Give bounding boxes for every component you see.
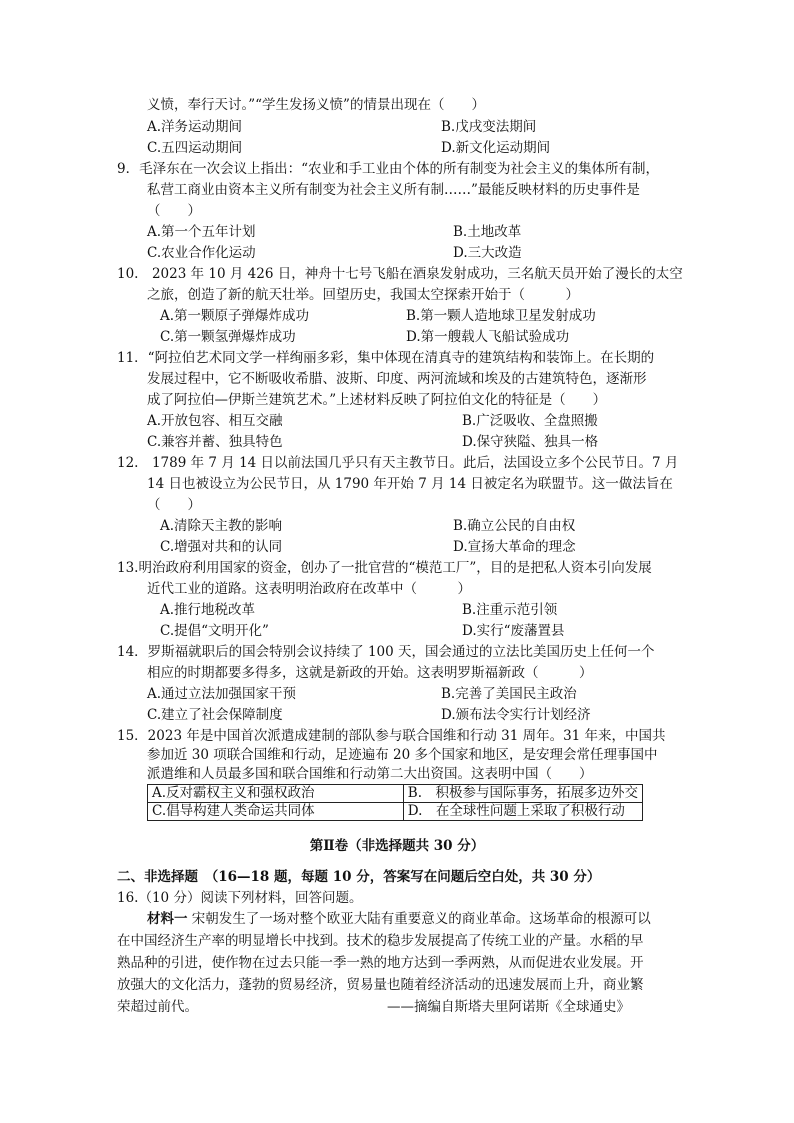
q13-option-d: D.实行“废藩置县 (462, 623, 565, 639)
q12-stem-line-1: 12. 1789 年 7 月 14 日以前法国几乎只有天主教节日。此后，法国设立多个公民节日。7 月 (117, 455, 679, 471)
q10-option-d: D.第一艘载人飞船试验成功 (406, 329, 570, 345)
q15-option-c: C.倡导构建人类命运共同体 (148, 803, 404, 821)
q12-option-b: B.确立公民的自由权 (453, 518, 576, 534)
q14-option-c: C.建立了社会保障制度 (147, 707, 283, 723)
q13-option-c: C.提倡“文明开化” (160, 623, 269, 639)
material1-line-2: 在中国经济生产率的明显增长中找到。技术的稳步发展提高了传统工业的产量。水稻的早 (117, 933, 644, 949)
q14-option-a: A.通过立法加强国家干预 (147, 686, 297, 702)
q12-option-c: C.增强对共和的认同 (160, 539, 283, 555)
q12-stem-line-3: （ ） (147, 497, 201, 513)
q15-stem-line-3: 派遣维和人员最多国和联合国维和行动第二大出资国。这表明中国（ ） (147, 766, 593, 782)
part2-section-heading: 二、非选择题 （16—18 题，每题 10 分，答案写在问题后空白处，共 30 分） (117, 869, 601, 885)
q15-stem-line-2: 参加近 30 项联合国维和行动，足迹遍布 20 多个国家和地区，是安理会常任理事国中 (147, 747, 658, 763)
q14-option-b: B.完善了美国民主政治 (441, 686, 577, 702)
material1-line-1 (147, 910, 651, 928)
q10-stem-line-1: 10. 2023 年 10 月 426 日，神舟十七号飞船在酒泉发射成功，三名航天员开始了漫长的太空 (117, 266, 683, 282)
q15-option-a: A.反对霸权主义和强权政治 (148, 785, 404, 803)
q8-option-b: B.戊戌变法期间 (441, 119, 537, 135)
part2-title: 第Ⅱ卷（非选择题共 30 分） (309, 838, 485, 854)
q9-option-c: C.农业合作化运动 (147, 245, 256, 261)
q10-option-c: C.第一颗氢弹爆炸成功 (160, 329, 296, 345)
q14-option-d: D.颁布法令实行计划经济 (441, 707, 591, 723)
material1-text-1: 宋朝发生了一场对整个欧亚大陆有重要意义的商业革命。这场革命的根源可以 (191, 911, 651, 927)
q16-intro: 16.（10 分）阅读下列材料，回答问题。 (117, 890, 363, 906)
q8-option-d: D.新文化运动期间 (441, 140, 551, 156)
q12-stem-line-2: 14 日也被设立为公民节日，从 1790 年开始 7 月 14 日被定名为联盟节。这一做法旨在 (147, 476, 673, 492)
q12-option-d: D.宣扬大革命的理念 (453, 539, 576, 555)
q10-option-b: B.第一颗人造地球卫星发射成功 (406, 308, 596, 324)
material1-source: ——摘编自斯塔夫里阿诺斯《全球通史》 (387, 999, 630, 1015)
q13-stem-line-1: 13.明治政府利用国家的资金，创办了一批官营的“模范工厂”，目的是把私人资本引向发展 (117, 560, 652, 576)
q14-stem-line-1: 14．罗斯福就职后的国会特别会议持续了 100 天，国会通过的立法比美国历史上任何一个 (117, 644, 655, 660)
q9-option-a: A.第一个五年计划 (147, 224, 256, 240)
q11-stem-line-1: 11．“阿拉伯艺术同文学一样绚丽多彩，集中体现在清真寺的建筑结构和装饰上。在长期的 (117, 350, 655, 366)
table-row (148, 803, 643, 821)
q15-stem-line-1: 15．2023 年是中国首次派遣成建制的部队参与联合国维和行动 31 周年。31 年来，中国共 (117, 728, 666, 744)
material1-line-5: 荣超过前代。 (117, 999, 198, 1015)
q15-option-d: D. 在全球性问题上采取了积极行动 (403, 803, 642, 821)
q15-option-b: B. 积极参与国际事务，拓展多边外交 (403, 785, 642, 803)
material1-label: 材料一 (147, 911, 188, 927)
q11-option-a: A.开放包容、相互交融 (147, 413, 283, 429)
q14-stem-line-2: 相应的时期都要多得多，这就是新政的开始。这表明罗斯福新政（ ） (147, 665, 593, 681)
q13-option-b: B.注重示范引领 (462, 602, 558, 618)
q9-option-b: B.土地改革 (453, 224, 522, 240)
q8-option-c: C.五四运动期间 (147, 140, 243, 156)
q11-stem-line-3: 成了阿拉伯—伊斯兰建筑艺术。”上述材料反映了阿拉伯文化的特征是（ ） (147, 392, 607, 408)
q11-option-d: D.保守狭隘、独具一格 (462, 434, 599, 450)
table-row (148, 785, 643, 803)
material1-line-4: 放强大的文化活力，蓬勃的贸易经济，贸易量也随着经济活动的迅速发展而上升，商业繁 (117, 977, 644, 993)
q10-option-a: A.第一颗原子弹爆炸成功 (160, 308, 310, 324)
q9-option-d: D.三大改造 (453, 245, 522, 261)
q13-option-a: A.推行地税改革 (160, 602, 256, 618)
q11-option-b: B.广泛吸收、全盘照搬 (462, 413, 598, 429)
q9-stem-line-1: 9．毛泽东在一次会议上指出：“农业和手工业由个体的所有制变为社会主义的集体所有制， (117, 161, 659, 177)
q8-stem-end: 义愤，奉行天讨。”“学生发扬义愤”的情景出现在（ ） (147, 97, 485, 113)
q12-option-a: A.清除天主教的影响 (160, 518, 283, 534)
q8-option-a: A.洋务运动期间 (147, 119, 243, 135)
q10-stem-line-2: 之旅，创造了新的航天壮举。回望历史，我国太空探索开始于（ ） (147, 287, 579, 303)
q9-stem-line-2: 私营工商业由资本主义所有制变为社会主义所有制……”最能反映材料的历史事件是 (147, 182, 640, 198)
q11-stem-line-2: 发展过程中，它不断吸收希腊、波斯、印度、两河流域和埃及的古建筑特色，逐渐形 (147, 371, 647, 387)
q13-stem-line-2: 近代工业的道路。这表明明治政府在改革中（ ） (147, 581, 471, 597)
q9-stem-line-3: （ ） (147, 203, 201, 219)
q11-option-c: C.兼容并蓄、独具特色 (147, 434, 283, 450)
q15-options-table (147, 784, 643, 821)
material1-line-3: 熟品种的引进，使作物在过去只能一季一熟的地方达到一季两熟，从而促进农业发展。开 (117, 955, 644, 971)
